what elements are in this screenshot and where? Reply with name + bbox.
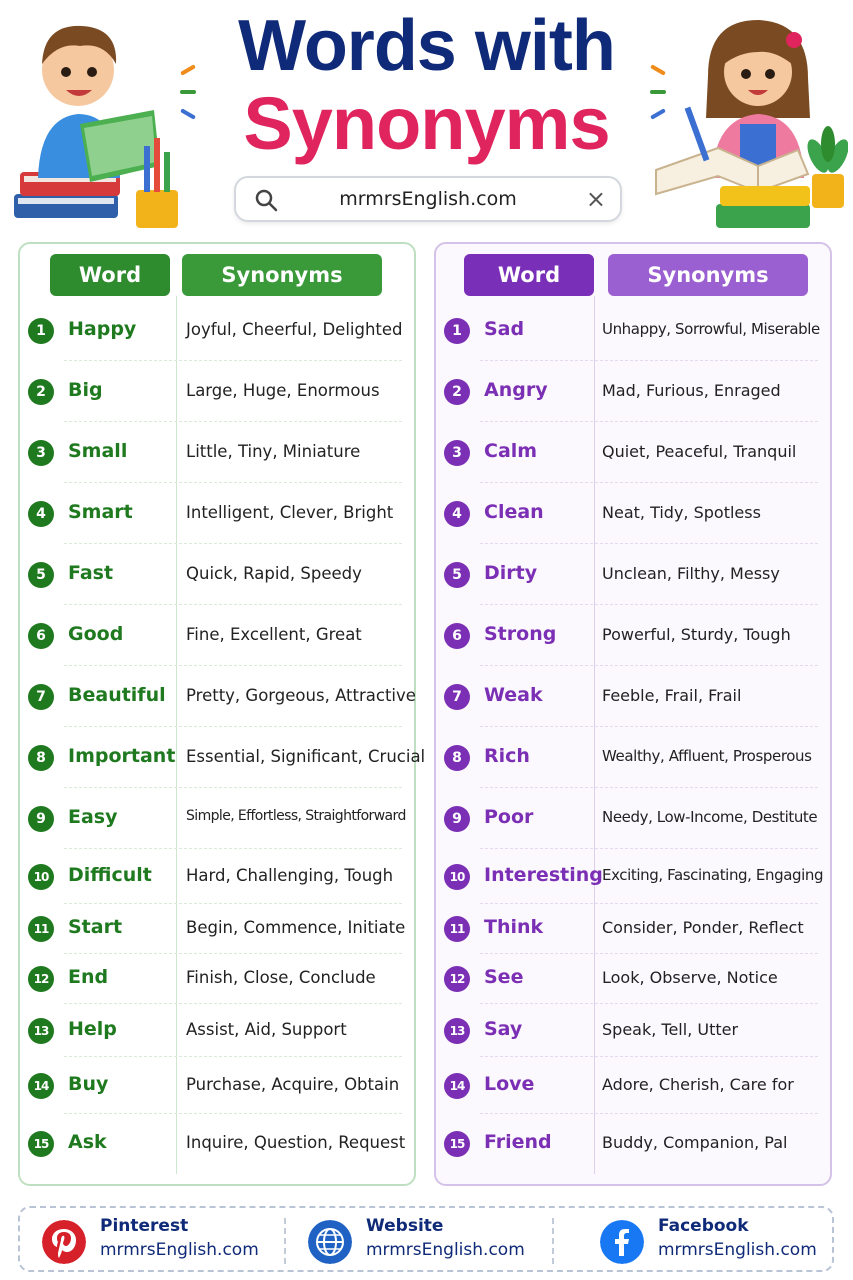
number-badge: 6 — [444, 623, 470, 649]
number-badge: 15 — [444, 1131, 470, 1157]
word-label: Start — [68, 916, 123, 938]
list-item — [20, 1004, 414, 1057]
word-label: Dirty — [484, 562, 538, 584]
pinterest-icon — [42, 1220, 86, 1264]
synonyms-text: Mad, Furious, Enraged — [602, 381, 781, 400]
number-badge: 7 — [28, 684, 54, 710]
title-line-1: Words with — [238, 6, 615, 86]
list-item — [20, 727, 426, 788]
synonyms-text: Look, Observe, Notice — [602, 968, 778, 987]
synonyms-text: Purchase, Acquire, Obtain — [186, 1075, 400, 1094]
right-synonym-panel — [434, 242, 832, 1186]
word-label: Happy — [68, 318, 137, 340]
list-item — [436, 788, 830, 849]
number-badge: 5 — [444, 562, 470, 588]
list-item — [20, 1057, 414, 1114]
synonyms-text: Quick, Rapid, Speedy — [186, 564, 362, 583]
search-icon — [254, 188, 278, 212]
synonyms-text: Unhappy, Sorrowful, Miserable — [602, 320, 820, 338]
number-badge: 1 — [444, 318, 470, 344]
number-badge: 2 — [444, 379, 470, 405]
word-label: Love — [484, 1073, 535, 1095]
synonyms-text: Finish, Close, Conclude — [186, 968, 376, 987]
list-item — [20, 849, 414, 904]
list-item — [436, 605, 830, 666]
synonyms-text: Assist, Aid, Support — [186, 1020, 347, 1039]
number-badge: 15 — [28, 1131, 54, 1157]
word-label: Interesting — [484, 864, 603, 886]
list-item — [436, 666, 830, 727]
word-label: Buy — [68, 1073, 109, 1095]
footer-label: Pinterest — [100, 1216, 189, 1236]
synonyms-text: Wealthy, Affluent, Prosperous — [602, 747, 812, 765]
footer-pinterest[interactable] — [42, 1216, 282, 1266]
word-column-header: Word — [50, 254, 170, 296]
synonyms-text: Essential, Significant, Crucial — [186, 747, 426, 766]
word-label: Calm — [484, 440, 538, 462]
facebook-icon — [600, 1220, 644, 1264]
number-badge: 8 — [444, 745, 470, 771]
list-item — [20, 954, 414, 1004]
word-label: Difficult — [68, 864, 152, 886]
number-badge: 14 — [28, 1073, 54, 1099]
word-label: Small — [68, 440, 128, 462]
synonyms-text: Inquire, Question, Request — [186, 1133, 406, 1152]
search-bar[interactable] — [234, 176, 622, 222]
number-badge: 7 — [444, 684, 470, 710]
list-item — [436, 904, 830, 954]
number-badge: 1 — [28, 318, 54, 344]
number-badge: 11 — [444, 916, 470, 942]
word-label: Friend — [484, 1131, 552, 1153]
left-synonym-panel — [18, 242, 426, 1186]
synonyms-text: Feeble, Frail, Frail — [602, 686, 742, 705]
list-item — [436, 422, 830, 483]
number-badge: 3 — [444, 440, 470, 466]
synonyms-text: Intelligent, Clever, Bright — [186, 503, 394, 522]
synonyms-text: Consider, Ponder, Reflect — [602, 918, 804, 937]
word-label: Help — [68, 1018, 117, 1040]
word-label: Sad — [484, 318, 525, 340]
synonyms-text: Quiet, Peaceful, Tranquil — [602, 442, 797, 461]
number-badge: 9 — [444, 806, 470, 832]
number-badge: 13 — [28, 1018, 54, 1044]
list-item — [20, 300, 414, 361]
word-label: Strong — [484, 623, 557, 645]
close-icon[interactable]: × — [585, 185, 606, 213]
list-item — [436, 300, 830, 361]
word-label: Clean — [484, 501, 544, 523]
list-item — [20, 605, 414, 666]
footer-divider — [284, 1218, 286, 1264]
number-badge: 5 — [28, 562, 54, 588]
number-badge: 8 — [28, 745, 54, 771]
word-label: Think — [484, 916, 544, 938]
synonyms-text: Speak, Tell, Utter — [602, 1020, 739, 1039]
footer-facebook[interactable] — [600, 1216, 830, 1266]
list-item — [436, 483, 830, 544]
word-label: Rich — [484, 745, 530, 767]
word-label: Beautiful — [68, 684, 166, 706]
list-item — [20, 544, 414, 605]
list-item — [436, 727, 830, 788]
synonyms-text: Little, Tiny, Miniature — [186, 442, 361, 461]
list-item — [20, 361, 414, 422]
word-label: Poor — [484, 806, 534, 828]
number-badge: 10 — [28, 864, 54, 890]
word-label: See — [484, 966, 524, 988]
list-item — [436, 1004, 830, 1057]
synonyms-text: Exciting, Fascinating, Engaging — [602, 866, 824, 884]
number-badge: 11 — [28, 916, 54, 942]
list-item — [20, 483, 414, 544]
synonyms-text: Needy, Low-Income, Destitute — [602, 808, 818, 826]
list-item — [20, 788, 414, 849]
synonyms-text: Adore, Cherish, Care for — [602, 1075, 794, 1094]
number-badge: 14 — [444, 1073, 470, 1099]
synonyms-text: Unclean, Filthy, Messy — [602, 564, 780, 583]
footer-divider — [552, 1218, 554, 1264]
list-item — [436, 954, 830, 1004]
word-label: Smart — [68, 501, 133, 523]
word-column-header: Word — [464, 254, 594, 296]
synonyms-column-header: Synonyms — [182, 254, 382, 296]
synonyms-column-header: Synonyms — [608, 254, 808, 296]
number-badge: 6 — [28, 623, 54, 649]
footer-link[interactable]: mrmrsEnglish.com — [366, 1240, 525, 1260]
list-item — [436, 849, 830, 904]
synonyms-text: Buddy, Companion, Pal — [602, 1133, 788, 1152]
word-label: Important — [68, 745, 176, 767]
number-badge: 12 — [444, 966, 470, 992]
synonyms-text: Powerful, Sturdy, Tough — [602, 625, 791, 644]
synonyms-text: Joyful, Cheerful, Delighted — [186, 320, 403, 339]
list-item — [436, 361, 830, 422]
synonyms-text: Begin, Commence, Initiate — [186, 918, 406, 937]
list-item — [436, 1057, 830, 1114]
synonyms-text: Hard, Challenging, Tough — [186, 866, 394, 885]
title-line-2: Synonyms — [243, 82, 610, 165]
number-badge: 10 — [444, 864, 470, 890]
number-badge: 13 — [444, 1018, 470, 1044]
footer-label: Website — [366, 1216, 444, 1236]
globe-icon — [308, 1220, 352, 1264]
list-item — [20, 666, 414, 727]
list-item — [20, 1114, 414, 1174]
number-badge: 4 — [444, 501, 470, 527]
word-label: Ask — [68, 1131, 107, 1153]
word-label: Weak — [484, 684, 543, 706]
footer-label: Facebook — [658, 1216, 749, 1236]
footer-link[interactable]: mrmrsEnglish.com — [100, 1240, 259, 1260]
list-item — [20, 422, 414, 483]
word-label: End — [68, 966, 109, 988]
word-label: Good — [68, 623, 124, 645]
list-item — [436, 1114, 830, 1174]
synonyms-text: Large, Huge, Enormous — [186, 381, 380, 400]
girl-writing-illustration — [648, 6, 848, 236]
search-text: mrmrsEnglish.com — [339, 188, 517, 210]
synonyms-text: Pretty, Gorgeous, Attractive — [186, 686, 416, 705]
word-label: Say — [484, 1018, 523, 1040]
number-badge: 12 — [28, 966, 54, 992]
list-item — [436, 544, 830, 605]
number-badge: 9 — [28, 806, 54, 832]
boy-reading-illustration — [8, 6, 198, 232]
footer-bar — [18, 1206, 834, 1272]
footer-link[interactable]: mrmrsEnglish.com — [658, 1240, 817, 1260]
number-badge: 2 — [28, 379, 54, 405]
word-label: Easy — [68, 806, 118, 828]
footer-website[interactable] — [308, 1216, 548, 1266]
list-item — [20, 904, 414, 954]
word-label: Fast — [68, 562, 114, 584]
word-label: Angry — [484, 379, 548, 401]
number-badge: 3 — [28, 440, 54, 466]
word-label: Big — [68, 379, 103, 401]
synonyms-text: Neat, Tidy, Spotless — [602, 503, 761, 522]
synonyms-text: Simple, Effortless, Straightforward — [186, 808, 406, 824]
synonyms-text: Fine, Excellent, Great — [186, 625, 362, 644]
number-badge: 4 — [28, 501, 54, 527]
